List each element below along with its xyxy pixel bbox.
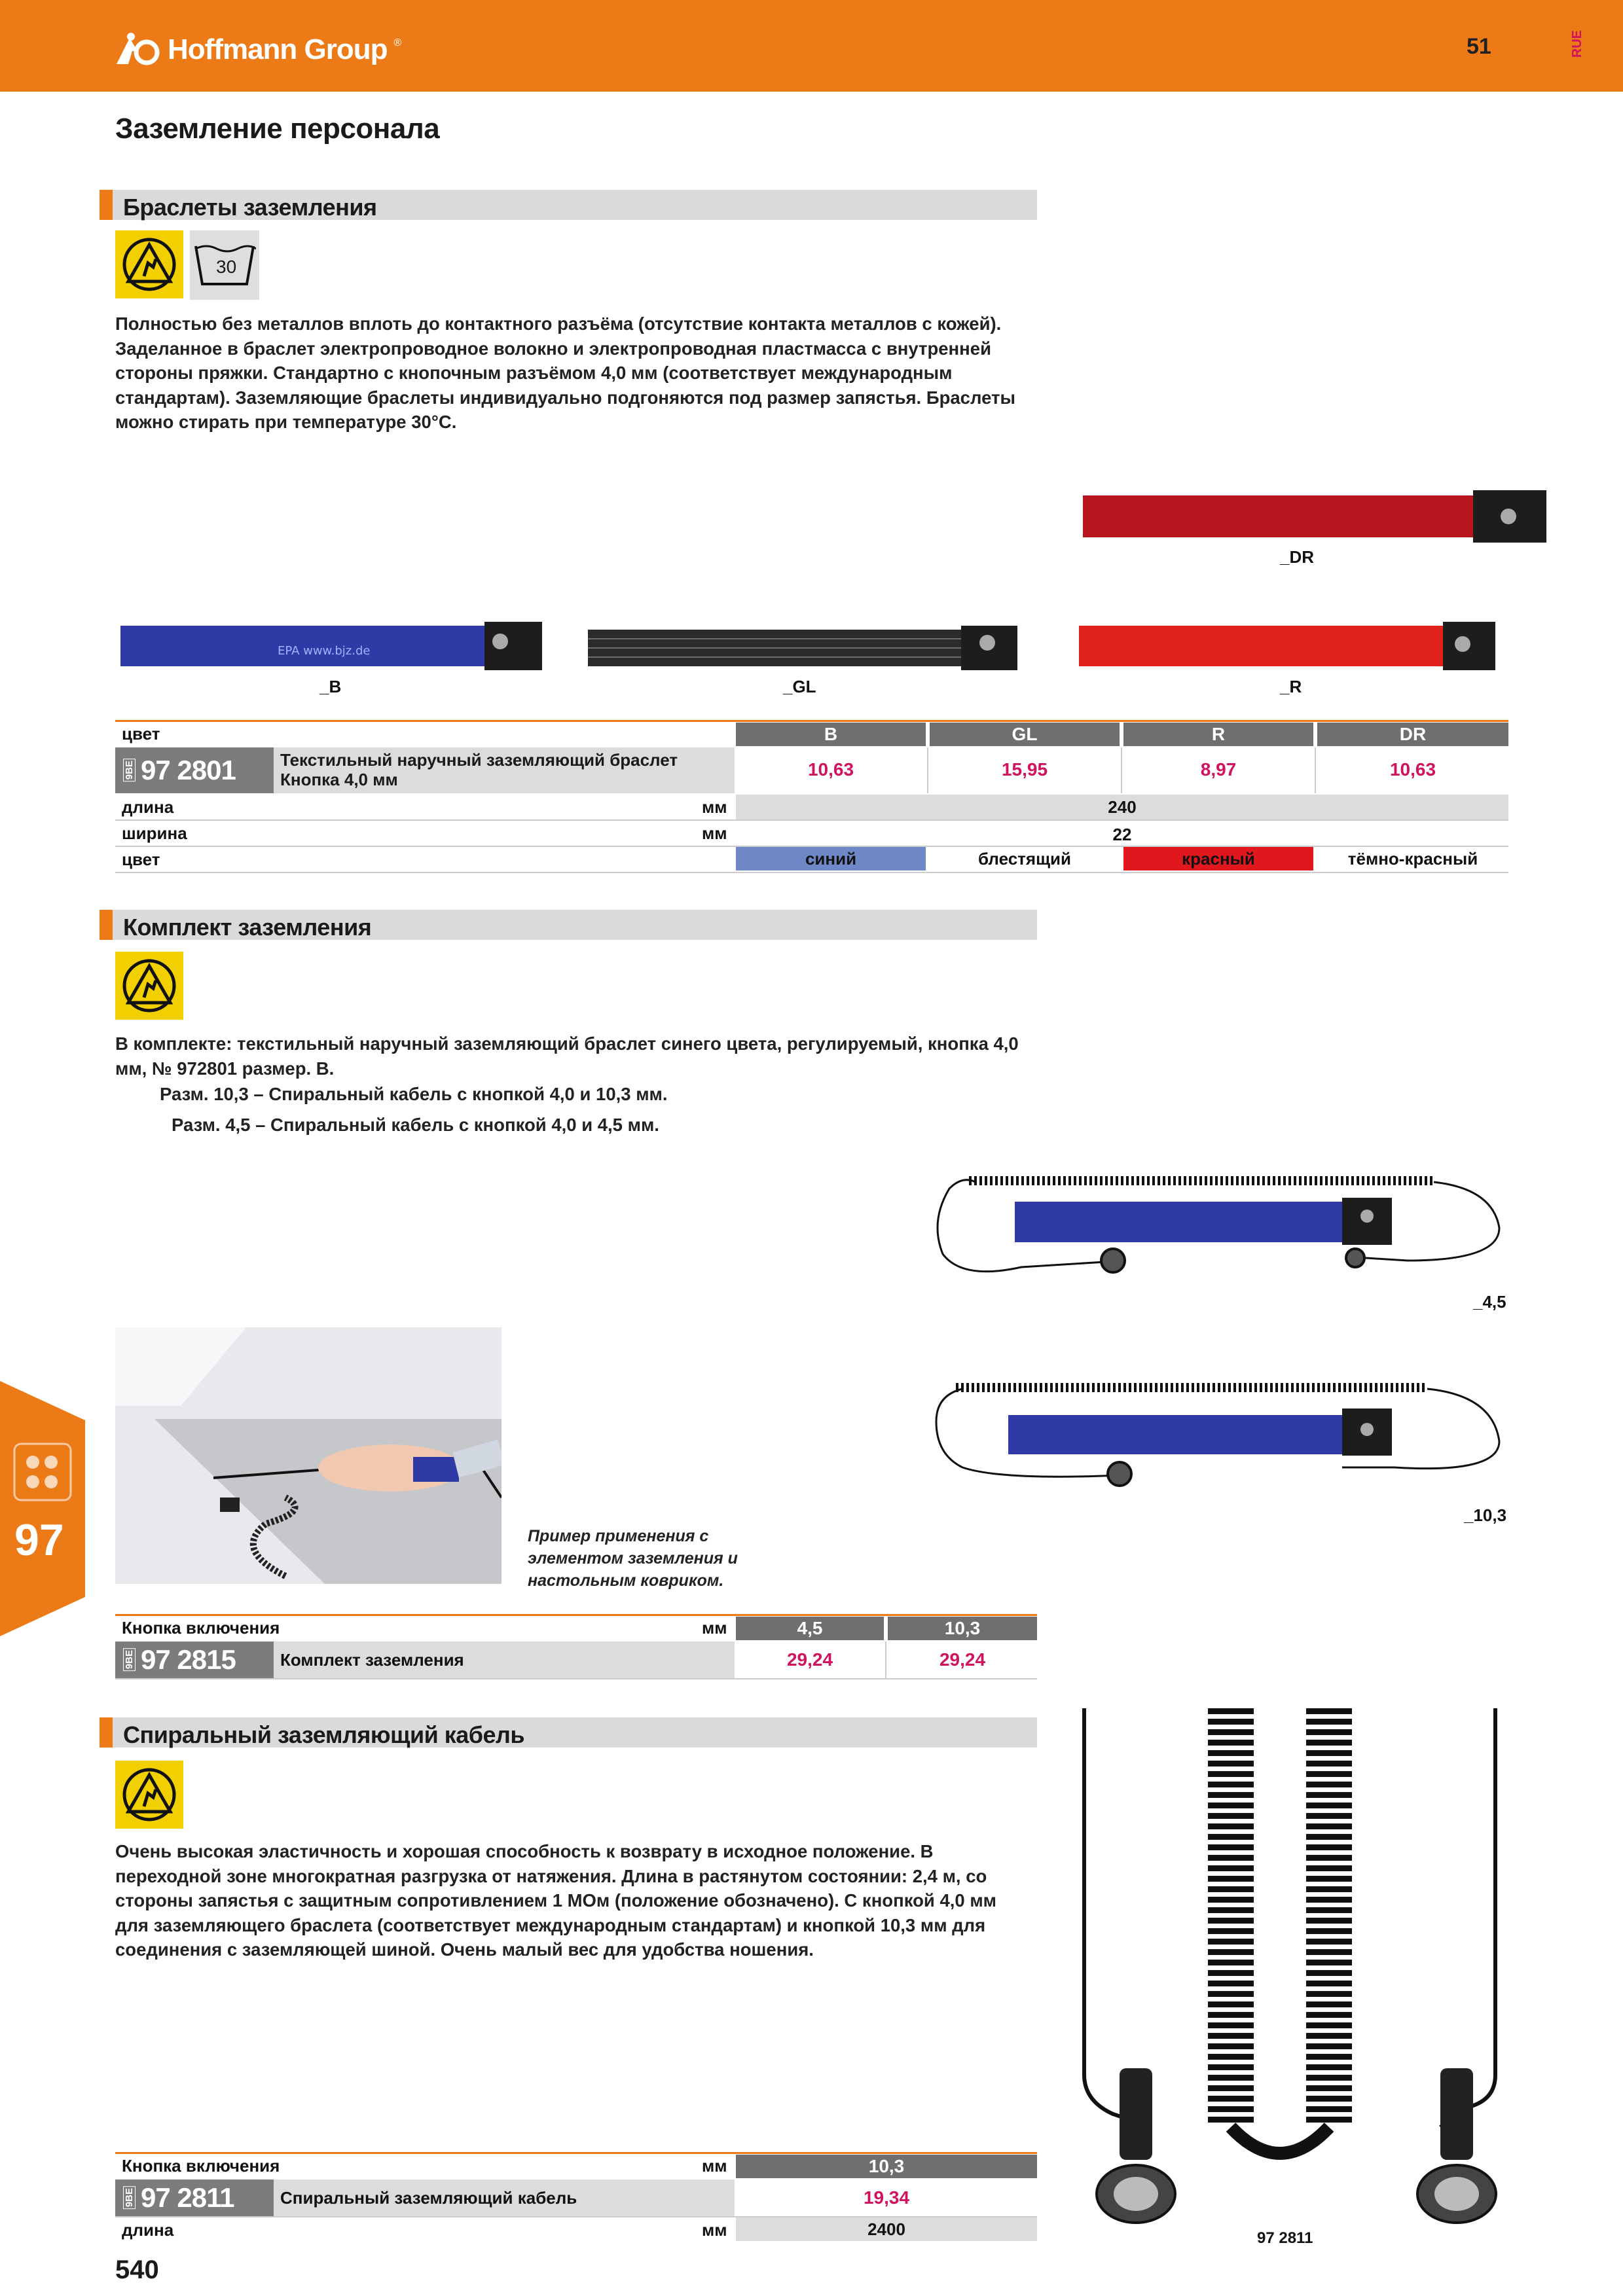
- chapter-number: 97: [14, 1515, 64, 1565]
- color-swatch-glitter: блестящий: [978, 849, 1071, 869]
- price-b[interactable]: 10,63: [807, 759, 854, 780]
- col-header-gl: GL: [930, 723, 1120, 746]
- col-header-10-3: 10,3: [888, 1617, 1037, 1640]
- kit-4-5-image: [923, 1162, 1512, 1287]
- svg-text:EPA www.bjz.de: EPA www.bjz.de: [278, 644, 371, 658]
- item-number: 97 2815: [141, 1644, 236, 1675]
- button-label: Кнопка включения: [122, 2156, 280, 2176]
- price-dr[interactable]: 10,63: [1389, 759, 1436, 780]
- brand-logo[interactable]: [115, 30, 401, 69]
- section-title: Комплект заземления: [123, 914, 372, 941]
- item-code-972801[interactable]: [115, 747, 274, 793]
- length-label: длина: [122, 797, 174, 817]
- length-label: длина: [122, 2220, 174, 2240]
- coil-cable-image: [1074, 1708, 1519, 2232]
- width-value: 22: [1112, 825, 1132, 844]
- length-unit: мм: [702, 797, 727, 817]
- button-unit: мм: [702, 2156, 727, 2176]
- table-rule: [115, 2152, 1037, 2154]
- price-10-3[interactable]: 19,34: [863, 2187, 910, 2208]
- hoffmann-logo-icon: [115, 31, 161, 68]
- wristband-description: Полностью без металлов вплоть до контактного разъёма (отсутствие контакта металлов с кожей). Заделанное в браслет электропроводное волокно и электропроводная пластмасса с внутренней стороны пряжки. Стандартно с кнопочным разъёмом 4,0 мм (соответствует международным стандартам). Заземляющие браслеты индивидуально подгоняются под размер запястья. Браслеты можно стирать при температуре 30°C.: [115, 314, 1015, 432]
- width-unit: мм: [702, 823, 727, 843]
- kit-10-3-image: [923, 1369, 1512, 1494]
- price-4-5[interactable]: 29,24: [786, 1649, 833, 1670]
- length-value: 2400: [736, 2217, 1037, 2241]
- coil-cable-description: Очень высокая эластичность и хорошая способность к возврату в исходное положение. В переходной зоне многократная разгрузка от натяжения. Длина в растянутом состоянии: 2,4 м, со стороны запястья с защитным сопротивлением 1 MОм (положение обозначено). С кнопкой 4,0 мм для заземляющего браслета (соответствует международным стандартам) и кнопкой 10,3 мм для соединения с заземляющей шиной. Очень малый вес для удобства ношения.: [115, 1841, 997, 1960]
- price-10-3[interactable]: 29,24: [939, 1649, 986, 1670]
- language-code: RUE: [1570, 30, 1584, 58]
- kit-description: В комплекте: текстильный наручный заземляющий браслет синего цвета, регулируемый, кнопка 4,0 мм, № 972801 размер. B.: [115, 1033, 1019, 1079]
- wristband-dr-image: [1080, 488, 1552, 547]
- price-r[interactable]: 8,97: [1200, 759, 1237, 780]
- item-number: 97 2801: [141, 755, 236, 785]
- page-number: 540: [115, 2255, 159, 2284]
- kit-10-3-label: _10,3: [1464, 1505, 1507, 1525]
- col-header-4-5: 4,5: [736, 1617, 884, 1640]
- esd-warning-icon: [115, 952, 183, 1020]
- esd-warning-icon: [115, 230, 183, 298]
- width-label: ширина: [122, 823, 187, 843]
- coil-cable-image-label: 97 2811: [1257, 2229, 1313, 2247]
- page-number-top: 51: [1467, 34, 1491, 59]
- section-header-wristbands: [100, 190, 1037, 220]
- section-header-coil-cable: [100, 1717, 1037, 1748]
- col-header-dr: DR: [1317, 723, 1508, 746]
- col-header-r: R: [1123, 723, 1313, 746]
- item-tag: 9BE: [123, 1648, 136, 1671]
- item-name-cell: [274, 747, 735, 793]
- chapter-tab[interactable]: [0, 1381, 85, 1636]
- button-label: Кнопка включения: [122, 1618, 280, 1638]
- price-gl[interactable]: 15,95: [1001, 759, 1048, 780]
- section-title: Браслеты заземления: [123, 194, 377, 221]
- item-number: 97 2811: [141, 2182, 234, 2213]
- registered-mark: ®: [393, 37, 402, 48]
- wristband-r-label: _R: [1280, 677, 1302, 696]
- color-swatch-red: красный: [1123, 847, 1313, 870]
- kit-line-4-5: Разм. 4,5 – Спиральный кабель с кнопкой 4,0 и 4,5 мм.: [172, 1115, 659, 1135]
- color-swatch-blue: синий: [736, 847, 926, 870]
- wristband-b-image: [120, 622, 546, 672]
- length-value: 240: [736, 795, 1508, 819]
- color-swatch-darkred: тёмно-красный: [1347, 849, 1478, 869]
- section-header-kit: [100, 910, 1037, 940]
- kit-4-5-label: _4,5: [1473, 1292, 1506, 1312]
- item-tag: 9BE: [123, 759, 136, 781]
- wristband-gl-image: [588, 626, 1020, 672]
- item-name: Текстильный наручный заземляющий браслет: [280, 750, 678, 770]
- table-color-label: цвет: [122, 724, 160, 744]
- col-header-b: B: [736, 723, 926, 746]
- table-rule: [115, 720, 1508, 722]
- length-unit: мм: [702, 2220, 727, 2240]
- col-header-10-3: 10,3: [736, 2155, 1037, 2178]
- brand-name: Hoffmann Group: [168, 33, 388, 65]
- esd-warning-icon: [115, 1761, 183, 1829]
- application-caption: Пример применения с элементом заземления и настольным ковриком.: [528, 1527, 738, 1590]
- item-code-972815[interactable]: [115, 1641, 274, 1678]
- table-rule: [115, 1614, 1037, 1616]
- page-title: Заземление персонала: [115, 113, 440, 145]
- item-name: Комплект заземления: [274, 1641, 735, 1678]
- item-code-972811[interactable]: [115, 2179, 274, 2216]
- wristband-b-label: _B: [319, 677, 342, 696]
- colors-label: цвет: [122, 850, 160, 869]
- application-photo: [115, 1327, 501, 1584]
- wristband-gl-label: _GL: [783, 677, 816, 696]
- button-unit: мм: [702, 1618, 727, 1638]
- item-sub: Кнопка 4,0 мм: [280, 770, 398, 789]
- wristband-r-image: [1079, 622, 1498, 672]
- item-tag: 9BE: [123, 2186, 136, 2209]
- wash-temp: 30: [216, 257, 237, 277]
- section-title: Спиральный заземляющий кабель: [123, 1721, 525, 1748]
- item-name: Спиральный заземляющий кабель: [274, 2179, 735, 2216]
- kit-line-10-3: Разм. 10,3 – Спиральный кабель с кнопкой 4,0 и 10,3 мм.: [160, 1084, 668, 1104]
- wristband-dr-label: _DR: [1280, 547, 1315, 567]
- wash-30-icon: [190, 230, 259, 300]
